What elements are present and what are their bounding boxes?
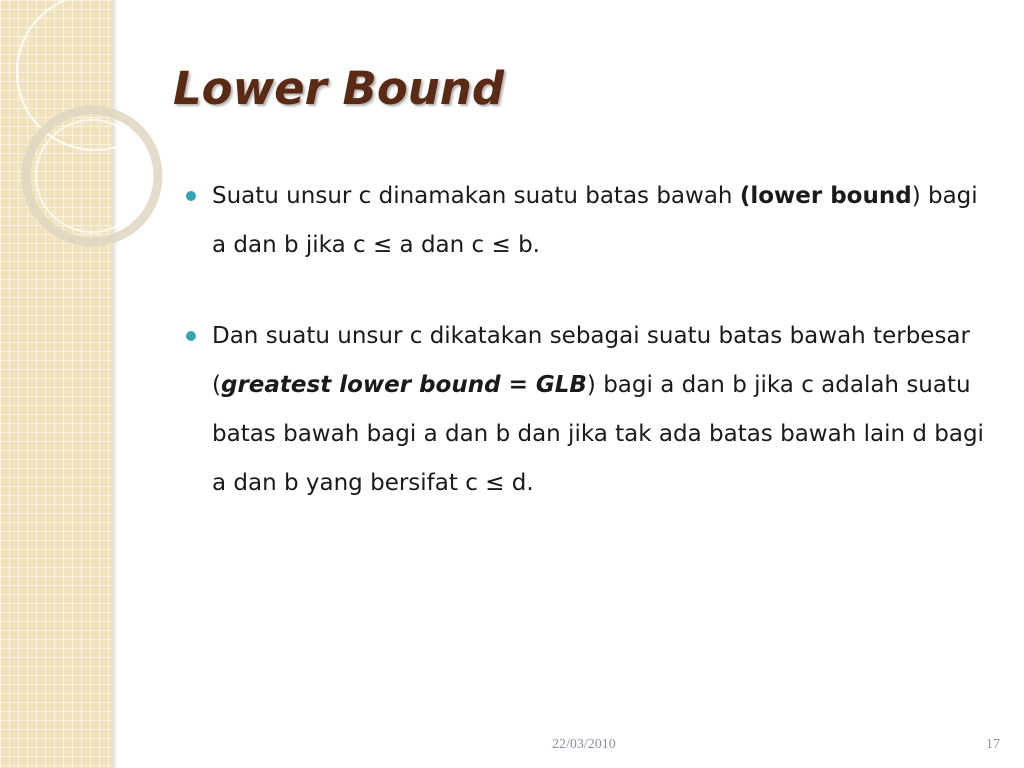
bullet-text: ) bagi a dan b jika c adalah suatu batas bawah bagi a dan b dan jika tak ada batas bawah lain d bagi a dan b yang bersifat c ≤ d. — [212, 372, 984, 496]
slide-content — [186, 172, 986, 508]
bullet-dot-icon — [186, 191, 196, 201]
bullet-bold-italic-text: greatest lower bound = GLB — [220, 372, 587, 398]
bullet-bold-text: (lower bound — [739, 183, 912, 209]
bullet-text: ) bagi a dan b jika c ≤ a dan c ≤ b. — [212, 183, 978, 258]
large-ring — [17, 0, 173, 150]
bullet-item — [186, 312, 986, 508]
bullet-dot-icon — [186, 331, 196, 341]
bullet-item — [186, 172, 986, 270]
slide-title: Lower Bound — [173, 62, 505, 115]
bullet-text: Dan suatu unsur c dikatakan sebagai suatu batas bawah terbesar ( — [212, 323, 970, 398]
footer-date: 22/03/2010 — [552, 737, 616, 752]
inner-ring — [36, 120, 148, 232]
decorative-rings — [0, 0, 200, 300]
bullet-text: Suatu unsur c dinamakan suatu batas bawah — [212, 183, 740, 209]
thick-ring — [26, 110, 158, 242]
page-number: 17 — [986, 737, 1000, 752]
